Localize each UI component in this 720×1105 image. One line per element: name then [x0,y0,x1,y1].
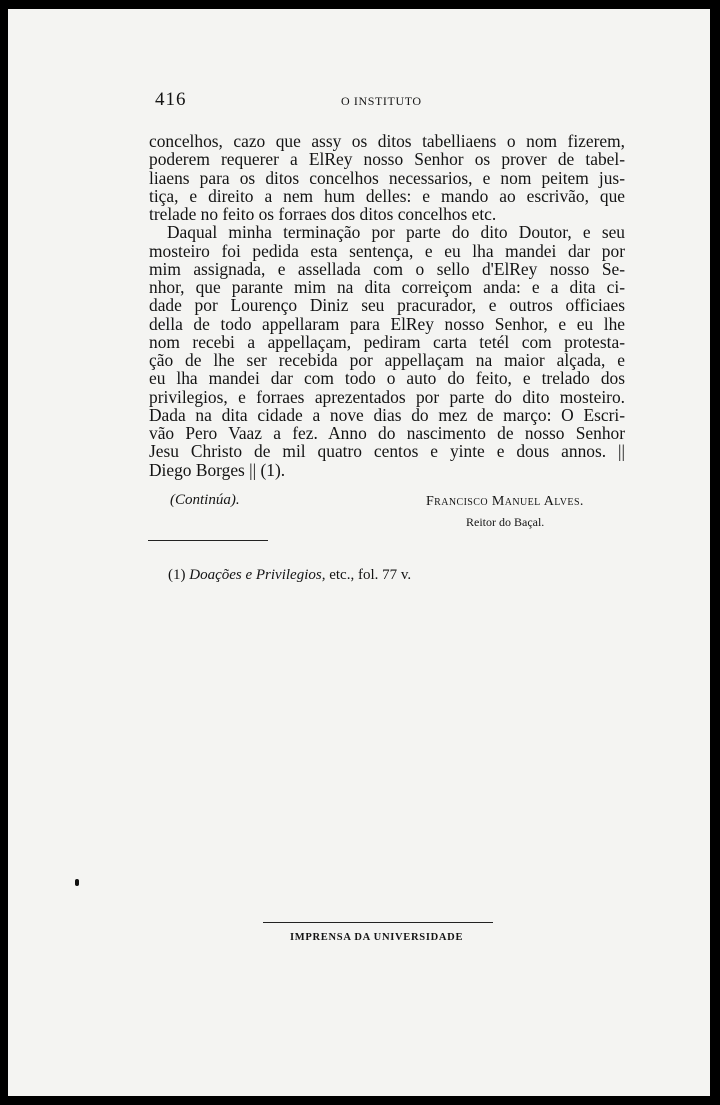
text-line: nom recebi a appellaçam, pediram carta tetél com protesta- [149,331,625,352]
text-line: Jesu Christo de mil quatro centos e yinte e dous annos. || [149,441,625,462]
page-number: 416 [155,89,187,110]
text-line: dade por Lourenço Diniz seu pracurador, e outros officiaes [149,295,625,316]
running-title: O INSTITUTO [341,94,422,108]
body-text [149,132,625,479]
author-title: Reitor do Baçal. [466,515,545,529]
text-line: liaens para os ditos concelhos necessarios, e nom peitem jus- [149,167,625,188]
footnote [168,567,411,584]
text-line: ção de lhe ser recebida por appellaçam na maior alçada, e [149,350,625,370]
footnote-marker: (1) [168,567,186,583]
text-line: mosteiro foi pedida esta sentença, e eu lha mandei dar por [149,240,625,261]
text-line: nhor, que parante mim na dita correiçom anda: e a dita ci- [149,277,625,297]
text-line: della de todo appellaram para ElRey nosso Senhor, e eu lhe [149,313,625,334]
text-line: privilegios, e forraes aprezentados por parte do dito mosteiro. [149,386,625,407]
paragraph-2 [149,223,625,479]
text-line: Daqual minha terminação por parte do dito Doutor, e seu [167,222,625,243]
imprint-rule [263,922,493,923]
text-line: vão Pero Vaaz a fez. Anno do nascimento de nosso Senhor [149,423,625,443]
footnote-title: Doações e Privilegios, [189,567,326,583]
text-line: Diego Borges || (1). [149,459,286,480]
continued-note: (Continúa). [170,492,240,508]
paragraph-1 [149,132,625,223]
text-line: Dada na dita cidade a nove dias do mez de março: O Escri- [149,404,625,425]
text-line: trelade no feito os forraes dos ditos concelhos etc. [149,204,497,224]
text-line: concelhos, cazo que assy os ditos tabelliaens o nom fizerem, [149,131,625,151]
ink-speck [75,879,79,886]
text-line: eu lha mandei dar com todo o auto do feito, e trelado dos [149,368,625,389]
text-line: tiça, e direito a nem hum delles: e mando ao escrivão, que [149,185,625,206]
author-name: Francisco Manuel Alves. [426,494,584,509]
text-line: mim assignada, e assellada com o sello d'ElRey nosso Se- [149,258,625,279]
text-line: poderem requerer a ElRey nosso Senhor os prover de tabel- [149,149,625,170]
footnote-separator [148,540,268,541]
imprint: IMPRENSA DA UNIVERSIDADE [290,932,464,943]
book-page [8,9,710,1096]
footnote-reference: etc., fol. 77 v. [329,567,412,583]
